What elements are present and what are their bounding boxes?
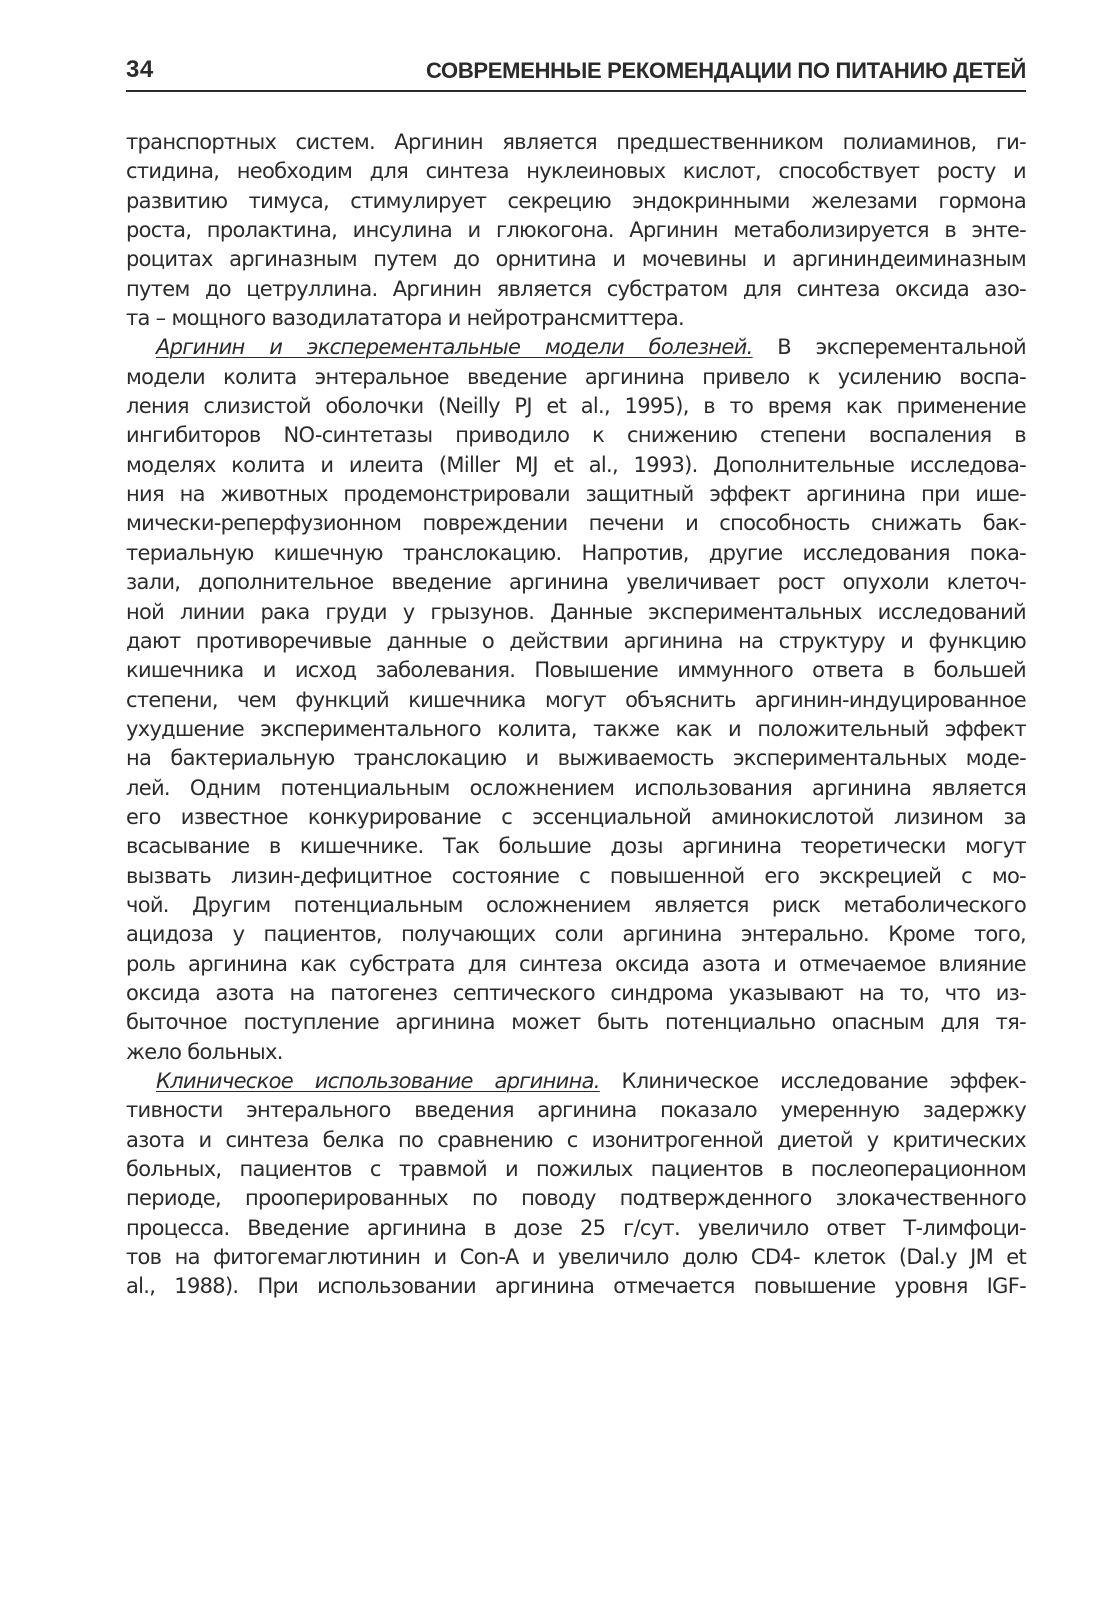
text-line: его известное конкурирование с эссенциальной аминокислотой лизином за xyxy=(126,804,1026,829)
paragraph-first-line xyxy=(126,333,1026,362)
page-header xyxy=(126,48,1026,92)
text-line: периоде, прооперированных по поводу подтвержденного злокачественного xyxy=(126,1186,1026,1211)
text-line: лей. Одним потенциальным осложнением использования аргинина является xyxy=(126,775,1026,800)
text-line: степени, чем функций кишечника могут объяснить аргинин-индуцированное xyxy=(126,687,1026,712)
text-line: оксида азота на патогенез септического синдрома указывают на то, что из- xyxy=(126,980,1026,1005)
text-line: стидина, необходим для синтеза нуклеиновых кислот, способствует росту и xyxy=(126,159,1026,184)
section-heading-clinical-use: Клиническое использование аргинина. xyxy=(156,1069,600,1093)
text-line: быточное поступление аргинина может быть потенциально опасным для тя- xyxy=(126,1010,1026,1035)
paragraph-2 xyxy=(126,333,1026,1067)
text-line: жело больных. xyxy=(126,1039,283,1064)
running-title: СОВРЕМЕННЫЕ РЕКОМЕНДАЦИИ ПО ПИТАНИЮ ДЕТЕЙ xyxy=(425,58,1026,83)
text-line: al., 1988). При использовании аргинина отмечается повышение уровня IGF- xyxy=(126,1274,1026,1299)
text-line: всасывание в кишечнике. Так большие дозы аргинина теоретически могут xyxy=(126,834,1026,859)
page-number: 34 xyxy=(126,56,154,83)
text-fragment: В эксперементальной xyxy=(752,335,1026,360)
paragraph-1 xyxy=(126,128,1026,333)
book-page xyxy=(126,48,1026,1302)
text-line: на бактериальную транслокацию и выживаемость экспериментальных моде- xyxy=(126,746,1026,771)
text-line: модели колита энтеральное введение аргинина привело к усилению воспа- xyxy=(126,364,1026,389)
paragraph-first-line xyxy=(126,1067,1026,1096)
text-line: ацидоза у пациентов, получающих соли аргинина энтерально. Кроме того, xyxy=(126,922,1026,947)
text-line: роль аргинина как субстрата для синтеза оксида азота и отмечаемое влияние xyxy=(126,951,1026,976)
text-fragment: Клиническое исследование эффек- xyxy=(599,1069,1026,1093)
text-line: путем до цетруллина. Аргинин является субстратом для синтеза оксида азо- xyxy=(126,276,1026,301)
text-line: вызвать лизин-дефицитное состояние с повышенной его экскрецией с мо- xyxy=(126,863,1026,888)
text-line: кишечника и исход заболевания. Повышение иммунного ответа в большей xyxy=(126,658,1026,683)
text-line: развитию тимуса, стимулирует секрецию эндокринными железами гормона xyxy=(126,188,1026,213)
text-line: тов на фитогемаглютинин и Con-A и увеличило долю CD4- клеток (Dal.y JM et xyxy=(126,1245,1026,1270)
body-text xyxy=(126,128,1026,1302)
text-line: роцитах аргиназным путем до орнитина и мочевины и аргининдеиминазным xyxy=(126,247,1026,272)
text-line: та – мощного вазодилататора и нейротрансмиттера. xyxy=(126,306,684,331)
text-line: чой. Другим потенциальным осложнением является риск метаболического xyxy=(126,892,1026,917)
text-line: мически-реперфузионном повреждении печени и способность снижать бак- xyxy=(126,511,1026,536)
text-line: транспортных систем. Аргинин является предшественником полиаминов, ги- xyxy=(126,130,1026,154)
text-line: ления слизистой оболочки (Neilly PJ et al., 1995), в то время как применение xyxy=(126,394,1026,419)
paragraph-3 xyxy=(126,1067,1026,1302)
text-line: зали, дополнительное введение аргинина увеличивает рост опухоли клеточ- xyxy=(126,570,1026,595)
text-line: моделях колита и илеита (Miller MJ et al., 1993). Дополнительные исследова- xyxy=(126,452,1026,477)
text-line: азота и синтеза белка по сравнению с изонитрогенной диетой у критических xyxy=(126,1127,1026,1152)
text-line: тивности энтерального введения аргинина показало умеренную задержку xyxy=(126,1098,1026,1123)
text-line: ухудшение экспериментального колита, также как и положительный эффект xyxy=(126,716,1026,741)
text-line: териальную кишечную транслокацию. Напротив, другие исследования пока- xyxy=(126,540,1026,565)
text-line: процесса. Введение аргинина в дозе 25 г/сут. увеличило ответ Т-лимфоци- xyxy=(126,1215,1026,1240)
text-line: ингибиторов NO-синтетазы приводило к снижению степени воспаления в xyxy=(126,423,1026,448)
text-line: роста, пролактина, инсулина и глюкогона. Аргинин метаболизируется в энте- xyxy=(126,218,1026,243)
section-heading-arginine-models: Аргинин и эксперементальные модели болезней. xyxy=(156,335,753,360)
text-line: ной линии рака груди у грызунов. Данные экспериментальных исследований xyxy=(126,599,1026,624)
text-line: дают противоречивые данные о действии аргинина на структуру и функцию xyxy=(126,628,1026,653)
text-line: ния на животных продемонстрировали защитный эффект аргинина при ише- xyxy=(126,482,1026,507)
text-line: больных, пациентов с травмой и пожилых пациентов в послеоперационном xyxy=(126,1157,1026,1182)
